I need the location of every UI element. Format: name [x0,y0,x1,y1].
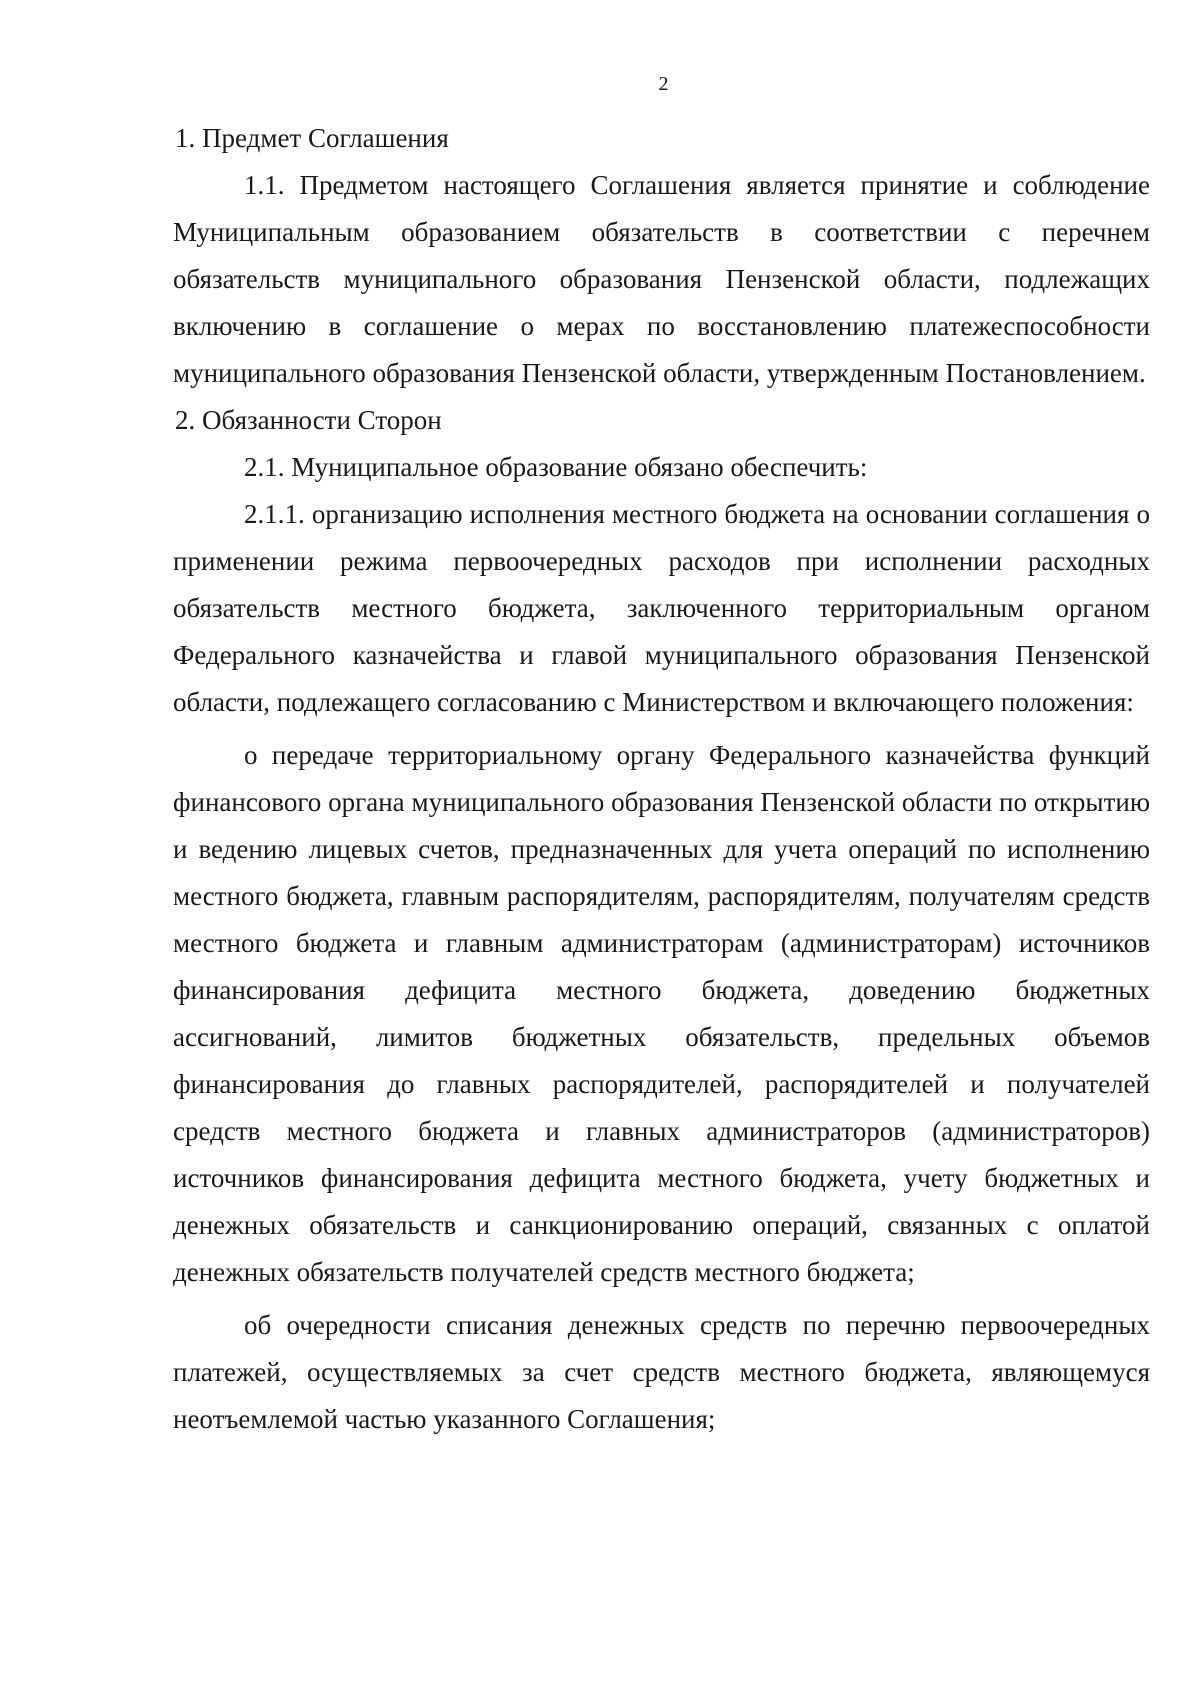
section-1-heading: 1. Предмет Соглашения [175,123,449,153]
provision-payment-order: об очередности списания денежных средств по перечню первоочередных платежей, осуществляемых за счет средств местного бюджета, являющемуся неотъемлемой частью указанного Соглашения; [173,1310,1150,1434]
clause-1-1: 1.1. Предметом настоящего Соглашения является принятие и соблюдение Муниципальным образованием обязательств в соответствии с перечнем обязательств муниципального образования Пензенской области, подлежащих включению в соглашение о мерах по восстановлению платежеспособности муниципального образования Пензенской области, утвержденным Постановлением. [173,170,1150,388]
page-number: 2 [658,73,669,95]
section-2-heading: 2. Обязанности Сторон [175,405,442,435]
provision-transfer-functions: о передаче территориальному органу Федерального казначейства функций финансового органа муниципального образования Пензенской области по открытию и ведению лицевых счетов, предназначенных для учета операций по исполнению местного бюджета, главным распорядителям, распорядителям, получателям средств местного бюджета и главным администраторам (администраторам) источников финансирования дефицита местного бюджета, доведению бюджетных ассигнований, лимитов бюджетных обязательств, предельных объемов финансирования до главных распорядителей, распорядителей и получателей средств местного бюджета и главных администраторов (администраторов) источников финансирования дефицита местного бюджета, учету бюджетных и денежных обязательств и санкционированию операций, связанных с оплатой денежных обязательств получателей средств местного бюджета; [173,740,1150,1287]
clause-2-1-1: 2.1.1. организацию исполнения местного бюджета на основании соглашения о применении режима первоочередных расходов при исполнении расходных обязательств местного бюджета, заключенного территориальным органом Федерального казначейства и главой муниципального образования Пензенской области, подлежащего согласованию с Министерством и включающего положения: [173,499,1150,717]
document-body [173,115,1150,1443]
clause-2-1: 2.1. Муниципальное образование обязано обеспечить: [244,452,868,482]
